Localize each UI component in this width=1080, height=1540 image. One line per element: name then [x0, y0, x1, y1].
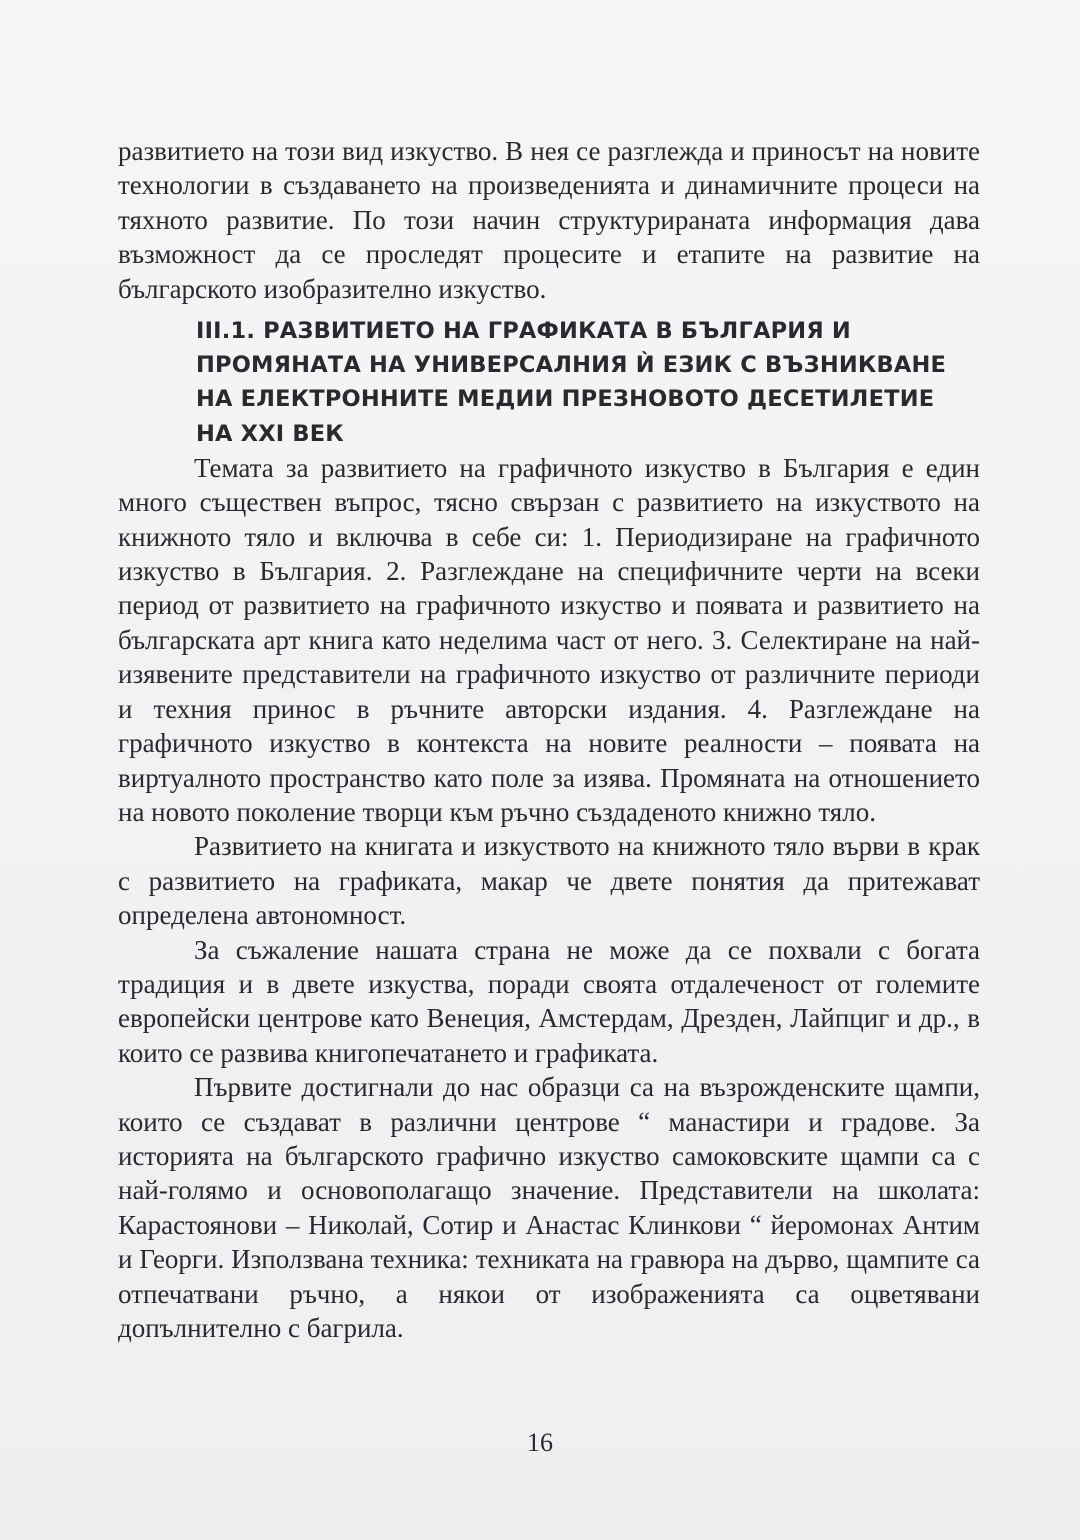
- heading-line: НА ЕЛЕКТРОННИТЕ МЕДИИ ПРЕЗНОВОТО ДЕСЕТИЛЕТИЕ: [196, 386, 935, 413]
- body-paragraph: За съжаление нашата страна не може да се похвали с богата традиция и в двете изкуства, поради своята отдалеченост от големите европейски центрове като Венеция, Амстердам, Дрезден, Лайпциг и др., в които се развива книгопечатането и графиката.: [118, 934, 980, 1068]
- section-heading: [118, 306, 980, 451]
- heading-line: НА XXI ВЕК: [196, 420, 344, 447]
- body-paragraph: Развитието на книгата и изкуството на книжното тяло върви в крак с развитието на графиката, макар че двете понятия да притежават определена автономност.: [118, 831, 980, 931]
- intro-paragraph: развитието на този вид изкуство. В нея се разглежда и приносът на новите технологии в създаването на произведенията и динамичните процеси на тяхното развитие. По този начин структурираната информация дава възможност да се проследят процесите и етапите на развитие на българското изобразително изкуство.: [118, 136, 980, 304]
- heading-line: III.1. РАЗВИТИЕТО НА ГРАФИКАТА В БЪЛГАРИЯ И: [196, 318, 851, 345]
- body-paragraph: Темата за развитието на графичното изкуство в България е един много съществен въпрос, тясно свързан с развитието на изкуството на книжното тяло и включва в себе си: 1. Периодизиране на графичното изкуство в България. 2. Разглеждане на специфичните черти на всеки период от развитието на графичното изкуство и появата и развитието на българската арт книга като неделима част от него. 3. Селектиране на най-изявените представители на графичното изкуство от различните периоди и техния принос в ръчните авторски издания. 4. Разглеждане на графичното изкуство в контекста на новите реалности – появата на виртуалното пространство като поле за изява. Промяната на отношението на новото поколение творци към ръчно създаденото книжно тяло.: [118, 452, 980, 827]
- page-number: 16: [527, 1428, 553, 1457]
- heading-line: ПРОМЯНАТА НА УНИВЕРСАЛНИЯ Ѝ ЕЗИК С ВЪЗНИКВАНЕ: [196, 352, 947, 379]
- body-paragraph: Първите достигнали до нас образци са на възрожденските щампи, които се създават в различни центрове “ манастири и градове. За историята на българското графично изкуство самоковските щампи са с най-голямо и основополагащо значение. Представители на школата: Карастоянови – Николай, Сотир и Анастас Клинкови “ йеромонах Антим и Георги. Използвана техника: техниката на гравюра на дърво, щампите са отпечатвани ръчно, а някои от изображенията са оцветявани допълнително с багрила.: [118, 1072, 980, 1343]
- page-content: [118, 134, 980, 1345]
